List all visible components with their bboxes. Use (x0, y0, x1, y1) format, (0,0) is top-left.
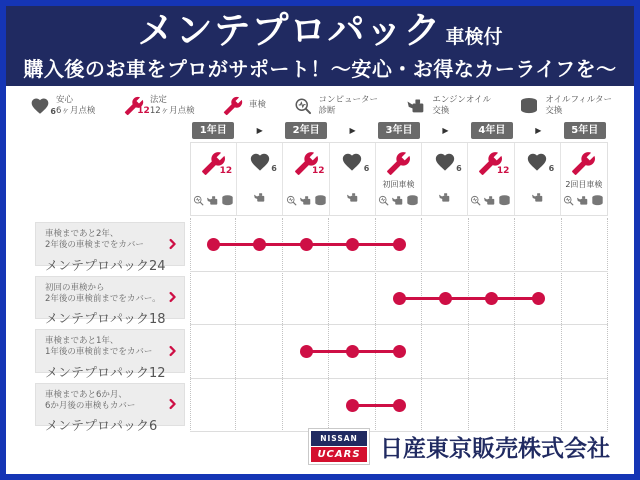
year-badge: 3年目 (378, 122, 420, 139)
legend-label: コンピューター 診断 (318, 94, 378, 116)
ucars-logo-text: UCARS (311, 447, 367, 462)
timeline-dot (393, 399, 406, 412)
diagnosis-magnifier-icon (563, 195, 574, 206)
year-badge: 2年目 (285, 122, 327, 139)
pack-desc-line2: 1年後の車検前までをカバー (45, 347, 153, 358)
pack-desc-line1: 車検まであと1年、 (45, 336, 119, 346)
service-icons-row (253, 191, 266, 204)
pack-name: メンテプロパック24 (45, 258, 166, 274)
legend-item (30, 95, 95, 117)
year-badge: 5年目 (564, 122, 606, 139)
icon-number-label: 12 (312, 166, 325, 176)
wrench-icon (124, 96, 150, 116)
oil-can-icon (438, 191, 451, 204)
icon-number-label: 6 (456, 164, 462, 173)
header-banner (6, 6, 634, 86)
pack-name: メンテプロパック12 (45, 365, 166, 381)
oil-can-icon (406, 96, 426, 116)
icon-number-label: 6 (50, 107, 56, 116)
pack-desc-line1: 初回の車検から (45, 282, 105, 293)
timeline-dot (207, 238, 220, 251)
schedule-column-header (468, 143, 514, 215)
oil-can-icon (346, 191, 359, 204)
heart-icon (249, 151, 277, 173)
page-title: メンテプロパック (137, 9, 442, 53)
oil-filter-icon (591, 194, 604, 207)
pack-row-button[interactable] (35, 329, 185, 381)
oil-filter-icon (519, 96, 539, 116)
icon-number-label: 12 (219, 166, 233, 176)
timeline-dot (393, 292, 406, 305)
year-arrow-icon: ▶ (442, 125, 449, 135)
diagnosis-magnifier-icon (470, 195, 481, 206)
shaken-label: 2回目車検 (565, 180, 603, 189)
year-arrow-icon: ▶ (256, 125, 263, 135)
nissan-ucars-logo (308, 428, 370, 465)
pack-desc-line2: 2年後の車検前までをカバー。 (45, 293, 161, 304)
footer (308, 428, 610, 465)
schedule-column-header (283, 143, 329, 215)
service-icons-row (286, 194, 327, 207)
wrench-icon (571, 151, 596, 176)
schedule-column-header (237, 143, 283, 215)
heart-icon (30, 96, 56, 116)
timeline-dot (439, 292, 452, 305)
chevron-right-icon (167, 399, 178, 410)
diagnosis-magnifier-icon (378, 195, 389, 206)
schedule-grid (190, 218, 608, 432)
icon-number-label: 6 (271, 164, 277, 173)
wrench-icon (478, 151, 510, 176)
service-icons-row (193, 194, 234, 207)
chevron-right-icon (167, 238, 178, 249)
diagnosis-magnifier-icon (286, 195, 297, 206)
schedule-column-header (191, 143, 237, 215)
diagnosis-magnifier-icon (193, 195, 204, 206)
oil-can-icon (576, 194, 589, 207)
schedule-column-header (422, 143, 468, 215)
diagnosis-magnifier-icon (294, 97, 312, 115)
icon-number-label: 6 (363, 164, 370, 173)
icon-number-label: 12 (496, 166, 510, 176)
pack-desc-line1: 車検まであと2年、 (45, 229, 119, 239)
icon-number-label: 12 (137, 106, 150, 116)
wrench-icon (223, 96, 243, 116)
icon-number-label: 6 (548, 164, 555, 173)
heart-icon (341, 151, 370, 173)
wrench-icon (201, 151, 233, 176)
oil-filter-icon (221, 194, 234, 207)
timeline-line (399, 297, 538, 300)
oil-filter-icon (406, 194, 419, 207)
service-icons-row (346, 191, 359, 204)
legend-item (124, 95, 195, 117)
legend-item (406, 95, 491, 117)
service-icons-row (378, 194, 419, 207)
schedule-column-header (376, 143, 422, 215)
oil-can-icon (483, 194, 496, 207)
pack-desc-line2: 6か月後の車検もカバー (45, 400, 136, 411)
service-icons-row (531, 191, 544, 204)
timeline-dot (393, 238, 406, 251)
schedule-column-header (561, 143, 607, 215)
shaken-label: 初回車検 (382, 180, 415, 189)
timeline-dot (393, 345, 406, 358)
legend-item (294, 95, 378, 117)
year-timeline (190, 120, 608, 140)
year-arrow-icon: ▶ (535, 125, 542, 135)
pack-desc-line1: 車検まであと6か月、 (45, 389, 127, 400)
schedule-column-header (330, 143, 376, 215)
oil-can-icon (299, 194, 312, 207)
timeline-dot (300, 345, 313, 358)
heart-icon (526, 151, 555, 173)
legend-label: 車検 (249, 100, 267, 111)
wrench-icon (386, 151, 411, 176)
legend-item (223, 96, 266, 116)
oil-can-icon (253, 191, 266, 204)
legend-label: オイルフィルター 交換 (545, 94, 612, 116)
heart-icon (434, 151, 462, 173)
oil-filter-icon (498, 194, 511, 207)
chevron-right-icon (167, 292, 178, 303)
content-panel (6, 6, 634, 474)
year-arrow-icon: ▶ (349, 125, 356, 135)
pack-name: メンテプロパック18 (45, 312, 166, 328)
timeline-dot (532, 292, 545, 305)
title-row (137, 9, 503, 53)
legend-label: 法定 12ヶ月点検 (149, 94, 195, 116)
pack-row-button[interactable] (35, 222, 185, 274)
service-icons-row (563, 194, 604, 207)
legend-label: エンジンオイル 交換 (432, 94, 491, 116)
wrench-icon (294, 151, 325, 176)
oil-filter-icon (314, 194, 327, 207)
oil-can-icon (531, 191, 544, 204)
pack-desc-line2: 2年後の車検までをカバー (45, 240, 144, 251)
year-badge: 4年目 (471, 122, 513, 139)
pack-name: メンテプロパック6 (45, 419, 158, 435)
title-badge: 車検付 (445, 26, 503, 49)
timeline-dot (300, 238, 313, 251)
legend-label: 安心 6ヶ月点検 (56, 94, 96, 116)
schedule-header-row (190, 142, 608, 216)
legend-item (519, 95, 612, 117)
legend (30, 90, 612, 122)
oil-can-icon (206, 194, 219, 207)
service-icons-row (438, 191, 451, 204)
timeline-dot (346, 399, 359, 412)
year-badge: 1年目 (192, 122, 234, 139)
service-icons-row (470, 194, 511, 207)
pack-row-button[interactable] (35, 383, 185, 435)
nissan-logo-text: NISSAN (311, 431, 367, 446)
subtitle: 購入後のお車をプロがサポート！～安心・お得なカーライフを～ (23, 56, 617, 81)
pack-row-button[interactable] (35, 276, 185, 328)
schedule-column-header (515, 143, 561, 215)
oil-can-icon (391, 194, 404, 207)
company-name: 日産東京販売株式会社 (380, 436, 610, 462)
chevron-right-icon (167, 345, 178, 356)
